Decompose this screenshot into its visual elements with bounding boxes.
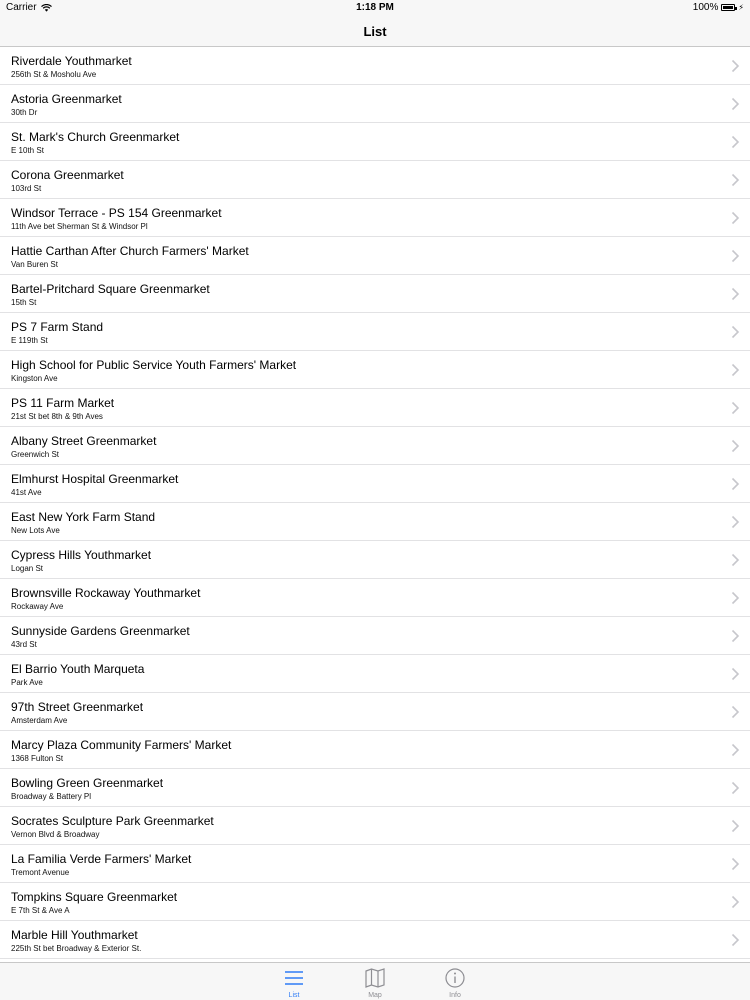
chevron-right-icon [731, 173, 740, 187]
list-item[interactable] [0, 503, 750, 541]
market-name: La Familia Verde Farmers' Market [11, 852, 192, 866]
chevron-right-icon [731, 401, 740, 415]
list-item[interactable] [0, 161, 750, 199]
list-item[interactable] [0, 47, 750, 85]
market-name: Windsor Terrace - PS 154 Greenmarket [11, 206, 222, 220]
status-bar [0, 0, 750, 16]
tab-label: Info [449, 992, 461, 999]
chevron-right-icon [731, 325, 740, 339]
list-item[interactable] [0, 693, 750, 731]
list-item[interactable] [0, 275, 750, 313]
list-item[interactable] [0, 123, 750, 161]
market-name: Sunnyside Gardens Greenmarket [11, 624, 190, 638]
status-time: 1:18 PM [356, 2, 394, 13]
tab-label: List [288, 992, 300, 999]
market-name: Marcy Plaza Community Farmers' Market [11, 738, 232, 752]
market-address: 21st St bet 8th & 9th Aves [11, 412, 103, 421]
market-address: Van Buren St [11, 260, 58, 269]
market-address: Vernon Blvd & Broadway [11, 830, 100, 839]
market-name: Astoria Greenmarket [11, 92, 122, 106]
market-name: Tompkins Square Greenmarket [11, 890, 178, 904]
list-item[interactable] [0, 921, 750, 959]
chevron-right-icon [731, 287, 740, 301]
tab-bar [0, 962, 750, 1000]
market-name: Bowling Green Greenmarket [11, 776, 164, 790]
list-item[interactable] [0, 731, 750, 769]
chevron-right-icon [731, 363, 740, 377]
chevron-right-icon [731, 819, 740, 833]
market-name: Albany Street Greenmarket [11, 434, 157, 448]
chevron-right-icon [731, 629, 740, 643]
chevron-right-icon [731, 211, 740, 225]
market-name: Marble Hill Youthmarket [11, 928, 138, 942]
list-item[interactable] [0, 769, 750, 807]
market-name: Corona Greenmarket [11, 168, 124, 182]
map-icon [364, 967, 386, 989]
list-item[interactable] [0, 199, 750, 237]
chevron-right-icon [731, 135, 740, 149]
chevron-right-icon [731, 591, 740, 605]
market-name: Cypress Hills Youthmarket [11, 548, 152, 562]
market-address: Greenwich St [11, 450, 60, 459]
list-item[interactable] [0, 465, 750, 503]
market-address: 103rd St [11, 184, 42, 193]
chevron-right-icon [731, 59, 740, 73]
market-address: E 7th St & Ave A [11, 906, 70, 915]
market-address: Broadway & Battery Pl [11, 792, 92, 801]
carrier-label: Carrier [6, 2, 37, 13]
market-name: Socrates Sculpture Park Greenmarket [11, 814, 214, 828]
list-icon [283, 967, 305, 989]
market-address: 30th Dr [11, 108, 38, 117]
market-address: 43rd St [11, 640, 37, 649]
tab-info[interactable] [425, 966, 485, 1000]
list-item[interactable] [0, 579, 750, 617]
market-address: E 10th St [11, 146, 44, 155]
chevron-right-icon [731, 439, 740, 453]
battery-icon [721, 4, 735, 11]
charging-icon: ⚡ [738, 3, 744, 12]
chevron-right-icon [731, 781, 740, 795]
tab-list[interactable] [264, 966, 324, 1000]
chevron-right-icon [731, 249, 740, 263]
navigation-bar [0, 16, 750, 47]
market-address: 41st Ave [11, 488, 42, 497]
market-name: East New York Farm Stand [11, 510, 156, 524]
market-address: 15th St [11, 298, 37, 307]
market-address: 1368 Fulton St [11, 754, 64, 763]
market-address: Logan St [11, 564, 44, 573]
chevron-right-icon [731, 477, 740, 491]
market-address: New Lots Ave [11, 526, 60, 535]
info-icon [444, 967, 466, 989]
market-address: 11th Ave bet Sherman St & Windsor Pl [11, 222, 148, 231]
market-name: El Barrio Youth Marqueta [11, 662, 145, 676]
market-name: Elmhurst Hospital Greenmarket [11, 472, 179, 486]
list-item[interactable] [0, 617, 750, 655]
battery-group [693, 2, 744, 13]
list-item[interactable] [0, 313, 750, 351]
chevron-right-icon [731, 667, 740, 681]
list-item[interactable] [0, 85, 750, 123]
market-address: 256th St & Mosholu Ave [11, 70, 97, 79]
market-address: E 119th St [11, 336, 48, 345]
market-address: Amsterdam Ave [11, 716, 68, 725]
list-item[interactable] [0, 883, 750, 921]
market-address: 225th St bet Broadway & Exterior St. [11, 944, 142, 953]
list-item[interactable] [0, 351, 750, 389]
market-name: 97th Street Greenmarket [11, 700, 144, 714]
market-name: Riverdale Youthmarket [11, 54, 132, 68]
page-title: List [363, 24, 387, 39]
battery-percent: 100% [692, 2, 719, 13]
list-item[interactable] [0, 807, 750, 845]
list-item[interactable] [0, 541, 750, 579]
market-address: Tremont Avenue [11, 868, 70, 877]
chevron-right-icon [731, 743, 740, 757]
market-address: Park Ave [11, 678, 43, 687]
list-item[interactable] [0, 845, 750, 883]
market-address: Kingston Ave [11, 374, 58, 383]
market-name: High School for Public Service Youth Farmers' Market [11, 358, 297, 372]
list-item[interactable] [0, 237, 750, 275]
market-name: Bartel-Pritchard Square Greenmarket [11, 282, 210, 296]
chevron-right-icon [731, 857, 740, 871]
chevron-right-icon [731, 97, 740, 111]
market-name: PS 11 Farm Market [11, 396, 115, 410]
tab-map[interactable] [345, 966, 405, 1000]
chevron-right-icon [731, 515, 740, 529]
list-item[interactable] [0, 427, 750, 465]
market-list[interactable] [0, 47, 750, 962]
list-item[interactable] [0, 389, 750, 427]
market-address: Rockaway Ave [11, 602, 64, 611]
market-name: Hattie Carthan After Church Farmers' Market [11, 244, 249, 258]
chevron-right-icon [731, 895, 740, 909]
chevron-right-icon [731, 553, 740, 567]
chevron-right-icon [731, 933, 740, 947]
tab-label: Map [368, 992, 382, 999]
market-name: St. Mark's Church Greenmarket [11, 130, 180, 144]
list-item[interactable] [0, 655, 750, 693]
chevron-right-icon [731, 705, 740, 719]
market-name: Brownsville Rockaway Youthmarket [11, 586, 201, 600]
market-name: PS 7 Farm Stand [11, 320, 104, 334]
